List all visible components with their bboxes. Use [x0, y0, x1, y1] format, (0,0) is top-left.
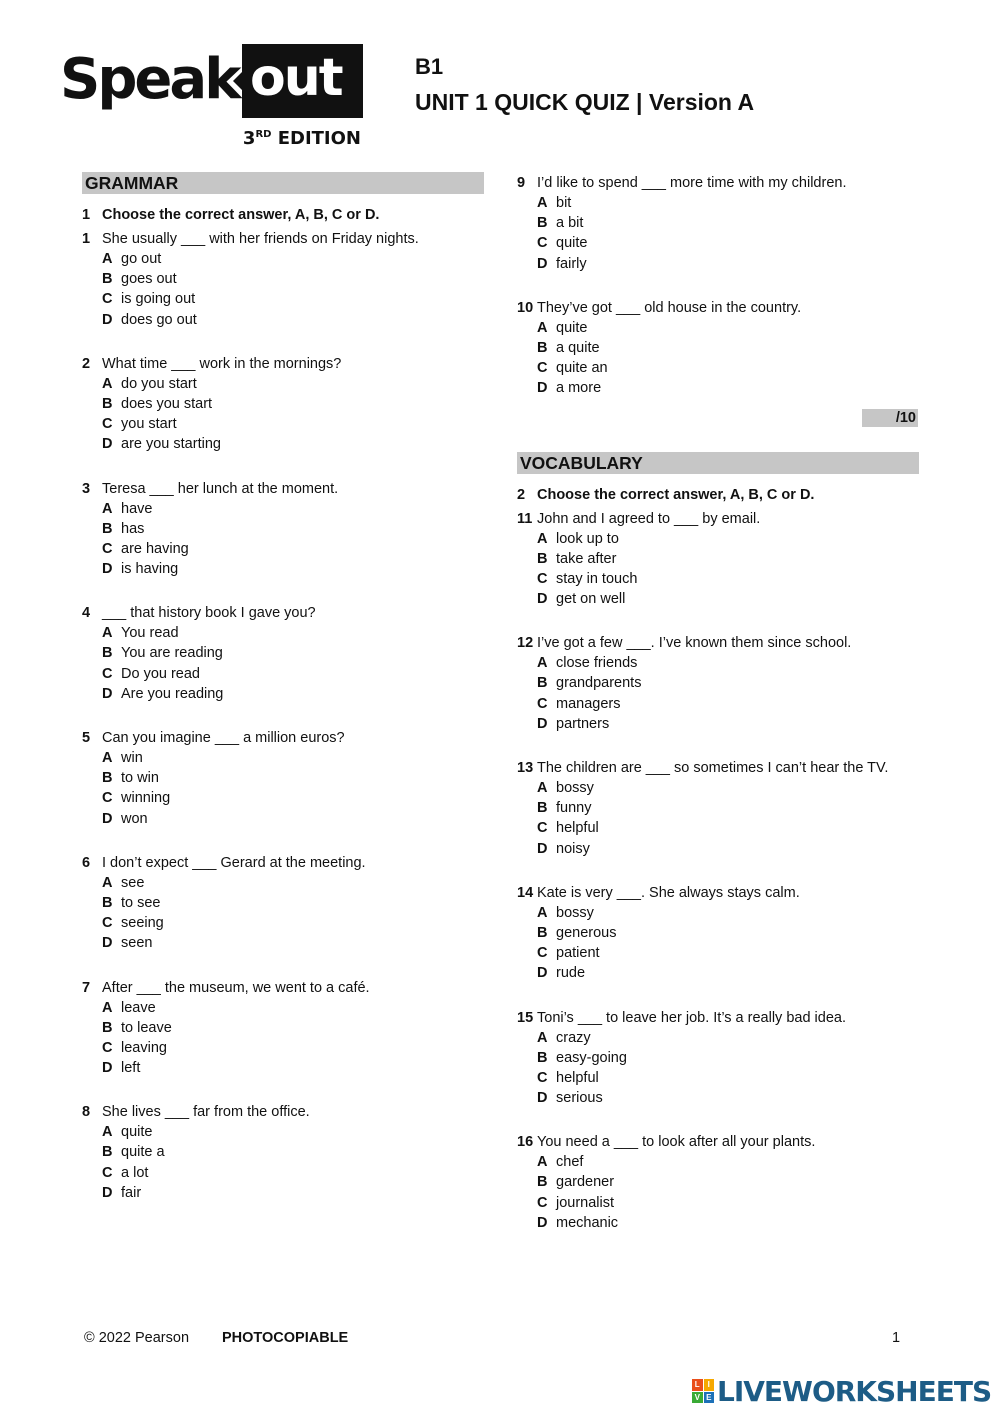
- answer-option[interactable]: [517, 963, 919, 983]
- question-text: What time ___ work in the mornings?: [102, 355, 342, 372]
- option-text: a bit: [556, 215, 584, 232]
- option-text: managers: [556, 695, 621, 712]
- option-text: get on well: [556, 591, 626, 608]
- option-letter: D: [537, 255, 548, 272]
- question-stem: [82, 1102, 484, 1122]
- option-letter: A: [102, 1124, 113, 1141]
- option-text: see: [121, 874, 145, 891]
- option-letter: B: [102, 645, 113, 662]
- option-letter: D: [102, 935, 113, 952]
- answer-option[interactable]: [517, 213, 919, 233]
- option-letter: D: [102, 1184, 113, 1201]
- answer-option[interactable]: [82, 499, 484, 519]
- answer-option[interactable]: [82, 1018, 484, 1038]
- answer-option[interactable]: [517, 839, 919, 859]
- option-letter: D: [102, 1060, 113, 1077]
- question-number: 14: [517, 884, 534, 901]
- option-letter: C: [537, 570, 548, 587]
- answer-option[interactable]: [517, 338, 919, 358]
- option-letter: D: [537, 380, 548, 397]
- question-number: 10: [517, 299, 534, 316]
- edition-number: 3: [242, 128, 256, 149]
- option-letter: B: [537, 339, 548, 356]
- option-text: bossy: [556, 904, 594, 921]
- answer-option[interactable]: [82, 684, 484, 704]
- answer-option[interactable]: [517, 549, 919, 569]
- answer-option[interactable]: [82, 788, 484, 808]
- answer-option[interactable]: [82, 1163, 484, 1183]
- answer-option[interactable]: [82, 1142, 484, 1162]
- option-letter: C: [537, 945, 548, 962]
- option-letter: D: [102, 810, 113, 827]
- answer-option[interactable]: [82, 269, 484, 289]
- option-text: rude: [556, 965, 586, 982]
- option-letter: A: [102, 375, 113, 392]
- question-8: [82, 1102, 484, 1203]
- option-text: goes out: [121, 271, 177, 288]
- option-text: generous: [556, 924, 617, 941]
- question-stem: [82, 229, 484, 249]
- option-text: noisy: [556, 840, 590, 857]
- question-number: 7: [82, 979, 91, 996]
- liveworksheets-text: LIVEWORKSHEETS: [717, 1374, 992, 1408]
- option-letter: D: [102, 561, 113, 578]
- option-letter: A: [537, 904, 548, 921]
- option-text: are you starting: [121, 436, 221, 453]
- answer-option[interactable]: [517, 193, 919, 213]
- option-text: has: [121, 520, 145, 537]
- option-text: crazy: [556, 1029, 591, 1046]
- right-column: [517, 169, 919, 1233]
- grammar-instruction: [82, 205, 484, 225]
- badge-letter: V: [692, 1392, 703, 1404]
- option-text: go out: [121, 251, 162, 267]
- option-letter: B: [102, 271, 113, 288]
- question-number: 3: [82, 480, 91, 497]
- question-text: Can you imagine ___ a million euros?: [102, 730, 345, 746]
- grammar-heading: GRAMMAR: [82, 172, 484, 194]
- question-stem: [82, 354, 484, 374]
- option-letter: B: [102, 770, 113, 787]
- option-letter: D: [102, 685, 113, 702]
- question-stem: [517, 298, 919, 318]
- instruction-text: Choose the correct answer, A, B, C or D.: [102, 207, 380, 223]
- question-number: 11: [517, 510, 533, 527]
- option-letter: C: [102, 790, 113, 807]
- question-stem: [517, 1132, 919, 1152]
- question-number: 1: [82, 231, 91, 247]
- option-letter: B: [102, 520, 113, 537]
- question-text: The children are ___ so sometimes I can’t hear the TV.: [537, 760, 889, 776]
- option-text: bit: [556, 195, 572, 211]
- option-text: won: [121, 810, 148, 827]
- option-text: partners: [556, 715, 610, 732]
- option-letter: C: [537, 1069, 548, 1086]
- question-text: After ___ the museum, we went to a café.: [102, 979, 370, 996]
- answer-option[interactable]: [517, 714, 919, 734]
- answer-option[interactable]: [82, 748, 484, 768]
- answer-option[interactable]: [82, 414, 484, 434]
- liveworksheets-watermark: [692, 1375, 991, 1407]
- answer-option[interactable]: [517, 318, 919, 338]
- option-text: quite: [556, 319, 588, 336]
- option-letter: C: [537, 1194, 548, 1211]
- answer-option[interactable]: [82, 1038, 484, 1058]
- answer-option[interactable]: [517, 1213, 919, 1233]
- answer-option[interactable]: [82, 249, 484, 269]
- option-text: You read: [121, 625, 179, 642]
- answer-option[interactable]: [82, 873, 484, 893]
- option-letter: C: [102, 1039, 113, 1056]
- question-text: Kate is very ___. She always stays calm.: [537, 884, 800, 901]
- liveworksheets-badge-icon: [692, 1379, 714, 1403]
- option-text: serious: [556, 1090, 603, 1107]
- question-stem: [82, 603, 484, 623]
- answer-option[interactable]: [517, 1068, 919, 1088]
- question-6: [82, 853, 484, 954]
- option-letter: B: [537, 550, 548, 567]
- option-letter: B: [537, 215, 548, 232]
- edition-word: EDITION: [271, 128, 361, 149]
- option-letter: C: [102, 1164, 113, 1181]
- question-number: 5: [82, 730, 91, 746]
- question-14: [517, 883, 919, 984]
- answer-option[interactable]: [517, 923, 919, 943]
- option-letter: B: [537, 924, 548, 941]
- option-text: a quite: [556, 339, 600, 356]
- vocabulary-heading: VOCABULARY: [517, 452, 919, 474]
- option-text: grandparents: [556, 675, 642, 692]
- answer-option[interactable]: [82, 1122, 484, 1142]
- answer-option[interactable]: [517, 569, 919, 589]
- option-text: Are you reading: [121, 685, 224, 702]
- answer-option[interactable]: [517, 1152, 919, 1172]
- logo-word-out: out: [250, 48, 342, 108]
- option-letter: A: [537, 780, 548, 796]
- option-text: you start: [121, 416, 177, 433]
- option-text: quite an: [556, 360, 608, 377]
- answer-option[interactable]: [517, 818, 919, 838]
- answer-option[interactable]: [82, 519, 484, 539]
- question-text: I don’t expect ___ Gerard at the meeting.: [102, 854, 366, 871]
- option-text: winning: [121, 790, 171, 807]
- answer-option[interactable]: [517, 589, 919, 609]
- option-letter: C: [102, 915, 113, 932]
- option-text: patient: [556, 945, 600, 962]
- question-11: [517, 509, 919, 610]
- answer-option[interactable]: [82, 933, 484, 953]
- option-text: fair: [121, 1184, 142, 1201]
- option-letter: D: [537, 1090, 548, 1107]
- option-letter: A: [537, 655, 548, 672]
- question-text: Teresa ___ her lunch at the moment.: [102, 480, 339, 497]
- answer-option[interactable]: [517, 1048, 919, 1068]
- option-text: is having: [121, 561, 179, 578]
- option-text: quite: [121, 1124, 153, 1141]
- question-stem: [82, 978, 484, 998]
- option-text: journalist: [556, 1194, 615, 1211]
- question-text: I’d like to spend ___ more time with my children.: [537, 175, 847, 191]
- option-text: quite a: [121, 1144, 165, 1161]
- question-text: She lives ___ far from the office.: [102, 1104, 310, 1121]
- option-text: a more: [556, 380, 602, 397]
- option-text: does go out: [121, 311, 197, 328]
- option-letter: D: [102, 311, 113, 328]
- question-text: They’ve got ___ old house in the country.: [537, 299, 802, 316]
- option-letter: A: [537, 530, 548, 547]
- question-4: [82, 603, 484, 704]
- answer-option[interactable]: [517, 1172, 919, 1192]
- option-letter: A: [537, 1029, 548, 1046]
- answer-option[interactable]: [82, 394, 484, 414]
- option-text: take after: [556, 550, 617, 567]
- question-stem: [517, 173, 919, 193]
- option-letter: D: [537, 715, 548, 732]
- question-10: [517, 298, 919, 399]
- answer-option[interactable]: [82, 374, 484, 394]
- answer-option[interactable]: [517, 358, 919, 378]
- question-16: [517, 1132, 919, 1233]
- answer-option[interactable]: [82, 809, 484, 829]
- option-letter: D: [537, 965, 548, 982]
- option-letter: A: [102, 750, 113, 766]
- option-letter: A: [102, 251, 113, 267]
- answer-option[interactable]: [82, 768, 484, 788]
- answer-option[interactable]: [82, 913, 484, 933]
- answer-option[interactable]: [82, 1058, 484, 1078]
- question-number: 4: [82, 605, 91, 622]
- option-letter: A: [537, 195, 548, 211]
- option-letter: B: [102, 1144, 113, 1161]
- answer-option[interactable]: [82, 559, 484, 579]
- answer-option[interactable]: [82, 289, 484, 309]
- answer-option[interactable]: [517, 903, 919, 923]
- option-letter: A: [102, 625, 113, 642]
- option-letter: C: [537, 235, 548, 252]
- question-number: 2: [82, 355, 91, 372]
- badge-letter: I: [704, 1379, 715, 1391]
- option-text: a lot: [121, 1164, 149, 1181]
- answer-option[interactable]: [517, 378, 919, 398]
- question-text: You need a ___ to look after all your plants.: [537, 1134, 816, 1151]
- footer-photocopiable: PHOTOCOPIABLE: [222, 1330, 349, 1346]
- answer-option[interactable]: [82, 623, 484, 643]
- option-letter: D: [102, 436, 113, 453]
- question-number: 16: [517, 1134, 534, 1151]
- option-text: stay in touch: [556, 570, 638, 587]
- option-text: to win: [121, 770, 159, 787]
- answer-option[interactable]: [82, 998, 484, 1018]
- answer-option[interactable]: [517, 694, 919, 714]
- question-7: [82, 978, 484, 1079]
- option-text: does you start: [121, 395, 213, 412]
- question-text: John and I agreed to ___ by email.: [537, 510, 761, 527]
- question-stem: [517, 509, 919, 529]
- answer-option[interactable]: [82, 893, 484, 913]
- answer-option[interactable]: [517, 653, 919, 673]
- option-text: helpful: [556, 1069, 599, 1086]
- option-letter: B: [537, 675, 548, 692]
- answer-option[interactable]: [517, 1028, 919, 1048]
- answer-option[interactable]: [517, 778, 919, 798]
- question-5: [82, 728, 484, 829]
- option-text: look up to: [556, 530, 619, 547]
- grammar-score-box: /10: [862, 409, 918, 427]
- option-text: bossy: [556, 780, 594, 796]
- option-text: leave: [121, 999, 156, 1016]
- option-letter: A: [537, 1154, 548, 1171]
- option-text: funny: [556, 800, 592, 817]
- answer-option[interactable]: [517, 529, 919, 549]
- badge-letter: E: [704, 1392, 715, 1404]
- option-text: are having: [121, 540, 189, 557]
- option-letter: C: [102, 291, 113, 308]
- question-13: [517, 758, 919, 859]
- instruction-number: 1: [82, 207, 91, 223]
- option-letter: A: [102, 874, 113, 891]
- question-stem: [82, 479, 484, 499]
- option-letter: C: [102, 540, 113, 557]
- logo-word-speak: Speak: [60, 47, 239, 112]
- question-stem: [82, 728, 484, 748]
- option-letter: C: [537, 820, 548, 837]
- option-letter: B: [537, 1174, 548, 1191]
- question-text: Toni’s ___ to leave her job. It’s a really bad idea.: [537, 1009, 846, 1026]
- option-text: seeing: [121, 915, 164, 932]
- answer-option[interactable]: [82, 664, 484, 684]
- page-title: UNIT 1 QUICK QUIZ | Version A: [415, 89, 755, 115]
- badge-letter: L: [692, 1379, 703, 1391]
- question-stem: [517, 883, 919, 903]
- option-letter: B: [537, 800, 548, 817]
- answer-option[interactable]: [82, 434, 484, 454]
- answer-option[interactable]: [82, 539, 484, 559]
- left-column: [82, 172, 484, 1203]
- option-letter: A: [537, 319, 548, 336]
- question-stem: [517, 758, 919, 778]
- question-number: 12: [517, 635, 534, 652]
- question-1: [82, 229, 484, 330]
- option-letter: C: [537, 695, 548, 712]
- instruction-number: 2: [517, 486, 526, 503]
- option-letter: D: [537, 591, 548, 608]
- logo-edition: [243, 128, 361, 149]
- option-letter: A: [102, 500, 113, 517]
- answer-option[interactable]: [517, 1193, 919, 1213]
- question-stem: [517, 1008, 919, 1028]
- option-letter: A: [102, 999, 113, 1016]
- option-letter: C: [537, 360, 548, 377]
- logo-out-box: [242, 44, 363, 118]
- option-text: chef: [556, 1154, 584, 1171]
- option-text: win: [121, 750, 143, 766]
- option-text: do you start: [121, 375, 197, 392]
- question-2: [82, 354, 484, 455]
- question-number: 9: [517, 175, 526, 191]
- question-number: 6: [82, 854, 91, 871]
- answer-option[interactable]: [517, 943, 919, 963]
- question-stem: [517, 633, 919, 653]
- option-text: Do you read: [121, 665, 200, 682]
- instruction-text: Choose the correct answer, A, B, C or D.: [537, 486, 815, 503]
- edition-superscript: RD: [255, 129, 272, 140]
- option-text: to see: [121, 894, 161, 911]
- speakout-logo: [60, 44, 365, 154]
- option-text: left: [121, 1060, 141, 1077]
- answer-option[interactable]: [517, 233, 919, 253]
- option-letter: B: [102, 894, 113, 911]
- question-number: 15: [517, 1009, 534, 1026]
- question-stem: [82, 853, 484, 873]
- answer-option[interactable]: [82, 1183, 484, 1203]
- option-text: gardener: [556, 1174, 615, 1191]
- option-letter: B: [537, 1049, 548, 1066]
- question-9: [517, 173, 919, 274]
- option-text: helpful: [556, 820, 599, 837]
- option-text: is going out: [121, 291, 196, 308]
- option-text: to leave: [121, 1019, 172, 1036]
- option-letter: C: [102, 416, 113, 433]
- question-text: She usually ___ with her friends on Friday nights.: [102, 231, 419, 247]
- option-text: easy-going: [556, 1049, 627, 1066]
- option-text: have: [121, 500, 153, 517]
- question-15: [517, 1008, 919, 1109]
- question-12: [517, 633, 919, 734]
- answer-option[interactable]: [517, 673, 919, 693]
- option-text: fairly: [556, 255, 587, 272]
- footer-copyright: © 2022 Pearson: [84, 1330, 190, 1346]
- answer-option[interactable]: [517, 254, 919, 274]
- option-text: leaving: [121, 1039, 167, 1056]
- option-letter: B: [102, 395, 113, 412]
- option-text: mechanic: [556, 1214, 619, 1231]
- option-text: seen: [121, 935, 153, 952]
- question-text: ___ that history book I gave you?: [102, 605, 316, 622]
- option-text: You are reading: [121, 645, 223, 662]
- answer-option[interactable]: [517, 798, 919, 818]
- option-letter: C: [102, 665, 113, 682]
- question-number: 13: [517, 760, 534, 776]
- question-number: 8: [82, 1104, 91, 1121]
- option-text: quite: [556, 235, 588, 252]
- answer-option[interactable]: [82, 310, 484, 330]
- option-text: close friends: [556, 655, 638, 672]
- vocabulary-instruction: [517, 485, 919, 505]
- question-3: [82, 479, 484, 580]
- option-letter: B: [102, 1019, 113, 1036]
- option-letter: D: [537, 840, 548, 857]
- option-letter: D: [537, 1214, 548, 1231]
- page-number: 1: [892, 1330, 901, 1346]
- answer-option[interactable]: [517, 1088, 919, 1108]
- question-text: I’ve got a few ___. I’ve known them since school.: [537, 635, 852, 652]
- level-label: B1: [415, 54, 444, 79]
- answer-option[interactable]: [82, 643, 484, 663]
